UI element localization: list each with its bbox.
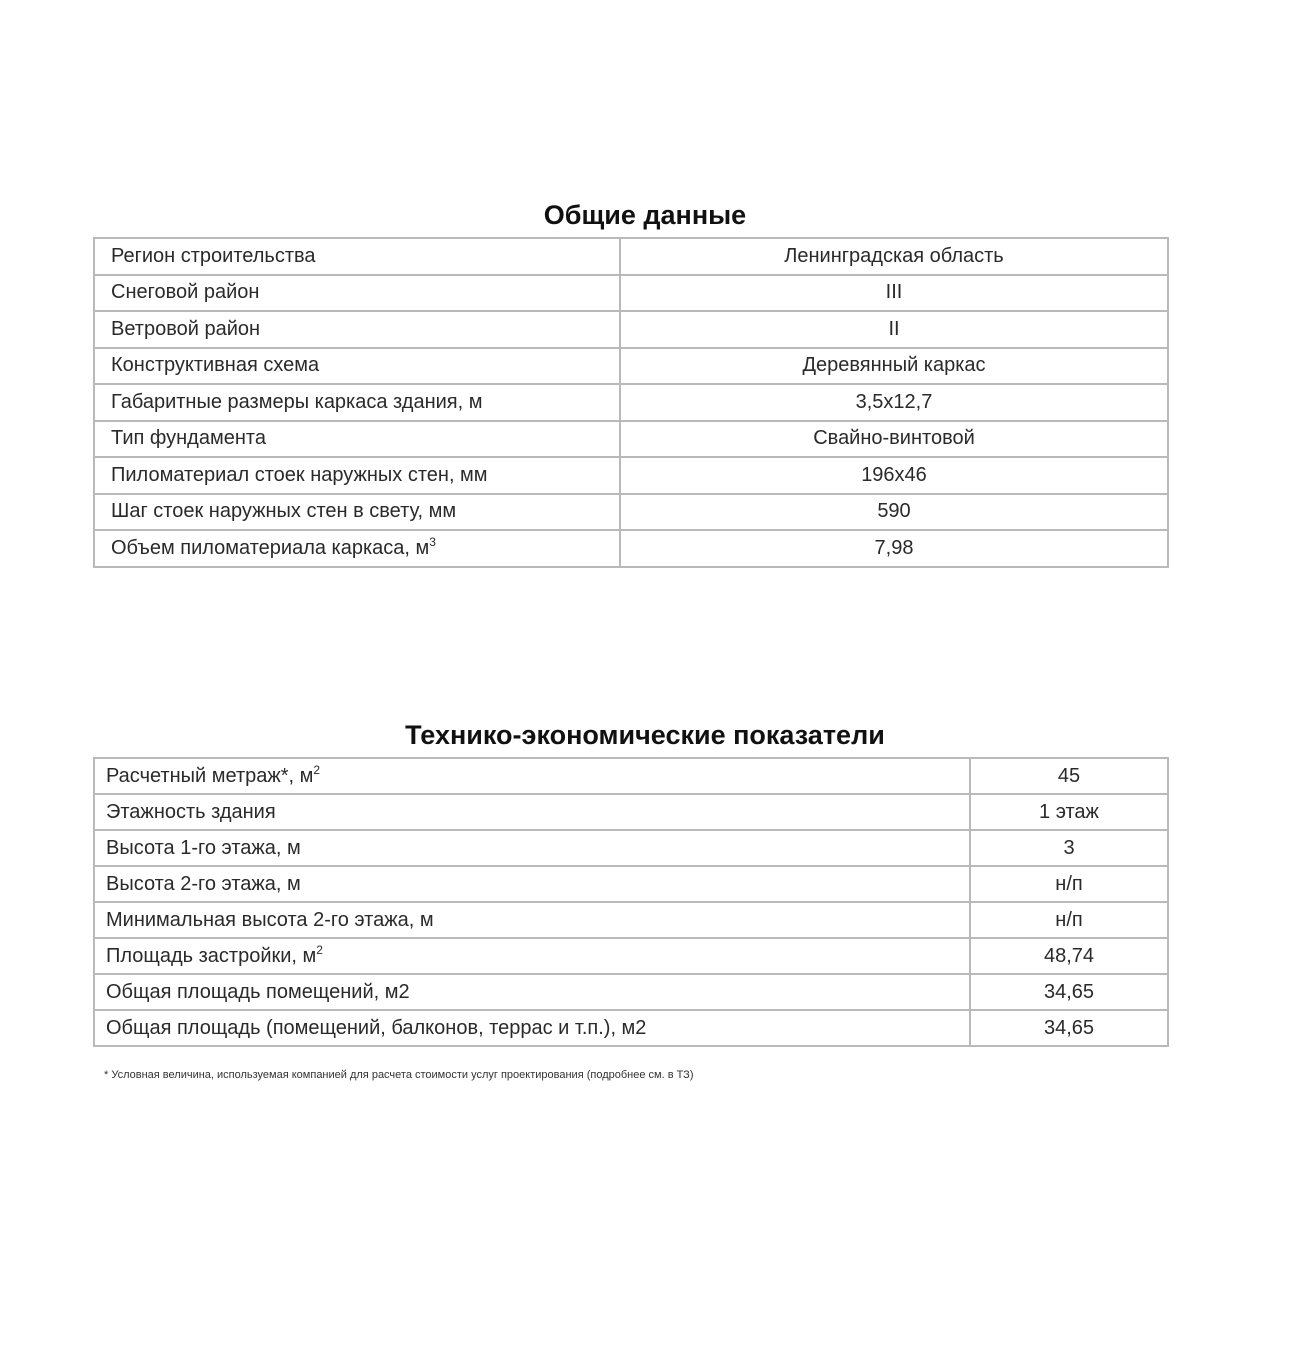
unit-superscript: 2 — [313, 762, 321, 777]
row-value: 196x46 — [620, 457, 1168, 494]
table-row — [94, 902, 1168, 938]
table-row — [94, 866, 1168, 902]
row-label: Общая площадь помещений, м2 — [94, 974, 970, 1010]
unit-superscript: 3 — [429, 534, 436, 549]
row-label: Регион строительства — [94, 238, 620, 275]
footnote: * Условная величина, используемая компанией для расчета стоимости услуг проектирования (подробнее см. в ТЗ) — [104, 1069, 694, 1081]
table-row — [94, 238, 1168, 275]
row-value: Ленинградская область — [620, 238, 1168, 275]
row-value: Деревянный каркас — [620, 348, 1168, 385]
table-row — [94, 530, 1168, 567]
row-label-cell — [94, 938, 970, 974]
row-value: н/п — [970, 902, 1168, 938]
row-value: 590 — [620, 494, 1168, 531]
table-row — [94, 275, 1168, 312]
row-label: Габаритные размеры каркаса здания, м — [94, 384, 620, 421]
row-value: III — [620, 275, 1168, 312]
row-label: Ветровой район — [94, 311, 620, 348]
table-row — [94, 1010, 1168, 1046]
row-label: Площадь застройки, м — [106, 944, 317, 967]
row-label: Снеговой район — [94, 275, 620, 312]
row-label-cell — [94, 530, 620, 567]
row-value: II — [620, 311, 1168, 348]
row-value: н/п — [970, 866, 1168, 902]
row-label: Общая площадь (помещений, балконов, террас и т.п.), м2 — [94, 1010, 970, 1046]
table-row — [94, 348, 1168, 385]
row-value: 34,65 — [970, 974, 1168, 1010]
row-value: 3 — [970, 830, 1168, 866]
row-label: Конструктивная схема — [94, 348, 620, 385]
row-label-cell — [94, 758, 970, 794]
table-row — [94, 384, 1168, 421]
row-value: 34,65 — [970, 1010, 1168, 1046]
row-label: Пиломатериал стоек наружных стен, мм — [94, 457, 620, 494]
general-data-title: Общие данные — [543, 200, 747, 230]
row-label: Минимальная высота 2-го этажа, м — [94, 902, 970, 938]
row-value: 48,74 — [970, 938, 1168, 974]
row-value: 3,5x12,7 — [620, 384, 1168, 421]
table-row — [94, 794, 1168, 830]
table-row — [94, 974, 1168, 1010]
table-row — [94, 421, 1168, 458]
row-label: Этажность здания — [94, 794, 970, 830]
table-row — [94, 457, 1168, 494]
row-label: Шаг стоек наружных стен в свету, мм — [94, 494, 620, 531]
row-label: Высота 2-го этажа, м — [94, 866, 970, 902]
tep-table — [93, 757, 1169, 1047]
table-row — [94, 938, 1168, 974]
row-label: Объем пиломатериала каркаса, м — [111, 536, 430, 559]
row-value: Свайно-винтовой — [620, 421, 1168, 458]
table-row — [94, 830, 1168, 866]
row-value: 7,98 — [620, 530, 1168, 567]
row-value: 1 этаж — [970, 794, 1168, 830]
table-row — [94, 758, 1168, 794]
row-value: 45 — [970, 758, 1168, 794]
table-row — [94, 311, 1168, 348]
row-label: Расчетный метраж*, м — [106, 764, 314, 787]
tep-title: Технико-экономические показатели — [405, 720, 885, 750]
table-row — [94, 494, 1168, 531]
row-label: Тип фундамента — [94, 421, 620, 458]
unit-superscript: 2 — [316, 942, 323, 957]
general-data-table — [93, 237, 1169, 568]
row-label: Высота 1-го этажа, м — [94, 830, 970, 866]
